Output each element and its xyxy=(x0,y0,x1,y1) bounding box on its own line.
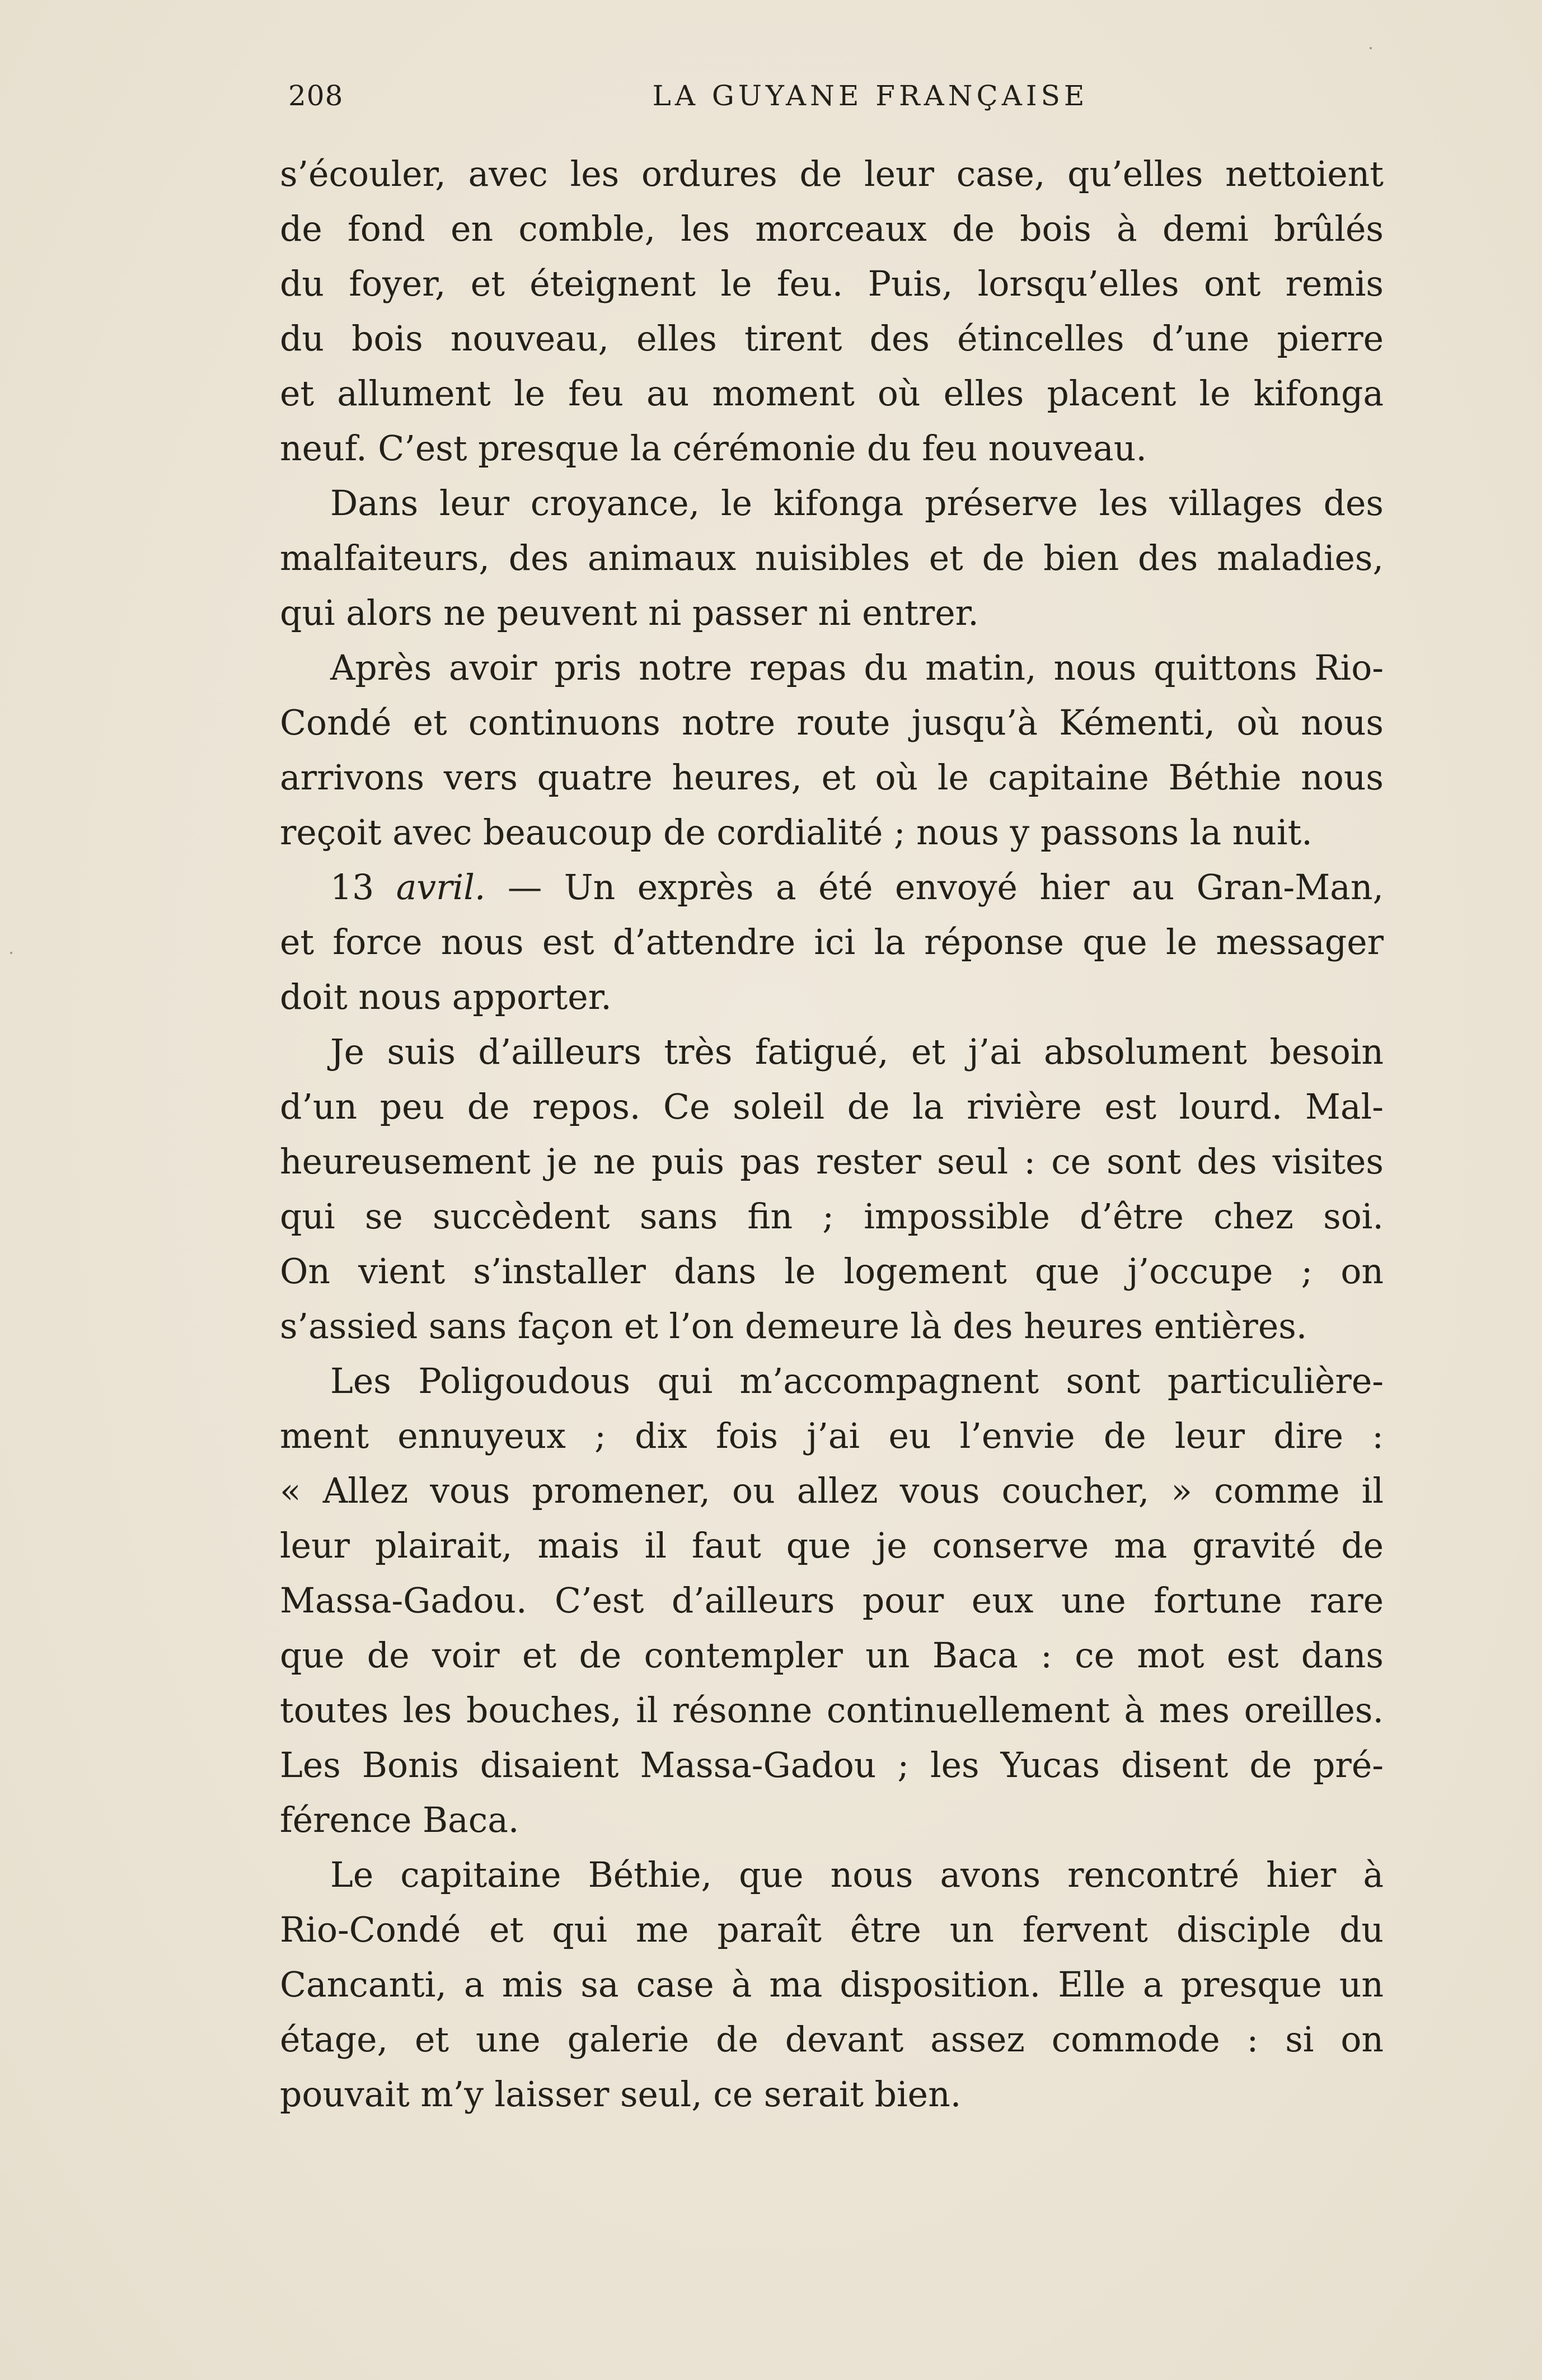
text-line: qui se succèdent sans fin ; impossible d’être chez soi. xyxy=(280,1196,1384,1237)
text-line: neuf. C’est presque la cérémonie du feu nouveau. xyxy=(280,428,1147,469)
text-line: Après avoir pris notre repas du matin, nous quittons Rio- xyxy=(330,648,1384,688)
running-title: LA GUYANE FRANÇAISE xyxy=(652,80,1089,112)
text-line xyxy=(280,860,1384,915)
text-line: qui alors ne peuvent ni passer ni entrer. xyxy=(280,593,979,633)
text-line: « Allez vous promener, ou allez vous coucher, » comme il xyxy=(280,1471,1384,1511)
text-line: que de voir et de contempler un Baca : ce mot est dans xyxy=(280,1635,1384,1676)
text-line: doit nous apporter. xyxy=(280,977,612,1017)
paragraph xyxy=(280,476,1384,640)
text-line: Cancanti, a mis sa case à ma disposition. Elle a presque un xyxy=(280,1965,1384,2005)
text-line: de fond en comble, les morceaux de bois à demi brûlés xyxy=(280,209,1384,249)
text-line: ment ennuyeux ; dix fois j’ai eu l’envie de leur dire : xyxy=(280,1416,1384,1456)
paragraph xyxy=(280,147,1384,476)
text-line: Je suis d’ailleurs très fatigué, et j’ai absolument besoin xyxy=(330,1032,1384,1072)
paragraph xyxy=(280,860,1384,1025)
text-line-rest: — Un exprès a été envoyé hier au Gran-Man, xyxy=(485,867,1384,908)
text-line: reçoit avec beaucoup de cordialité ; nous y passons la nuit. xyxy=(280,812,1313,853)
text-line: et allument le feu au moment où elles placent le kifonga xyxy=(280,373,1384,414)
text-line: heureusement je ne puis pas rester seul : ce sont des visites xyxy=(280,1142,1384,1182)
text-line: Rio-Condé et qui me paraît être un fervent disciple du xyxy=(280,1910,1384,1950)
paragraph xyxy=(280,1848,1384,2122)
date-month: avril. xyxy=(396,867,486,908)
text-line: s’écouler, avec les ordures de leur case, qu’elles nettoient xyxy=(280,154,1384,194)
paragraph xyxy=(280,1025,1384,1354)
text-line: Condé et continuons notre route jusqu’à Kémenti, où nous xyxy=(280,703,1384,743)
paper-speck xyxy=(1370,47,1372,49)
text-line: Massa-Gadou. C’est d’ailleurs pour eux une fortune rare xyxy=(280,1581,1384,1621)
text-line: s’assied sans façon et l’on demeure là des heures entières. xyxy=(280,1306,1307,1346)
text-line: On vient s’installer dans le logement que j’occupe ; on xyxy=(280,1251,1384,1292)
body-text xyxy=(280,147,1384,2122)
text-line: férence Baca. xyxy=(280,1800,519,1840)
paragraph xyxy=(280,640,1384,860)
date-number: 13 xyxy=(330,867,396,908)
text-line: du bois nouveau, elles tirent des étincelles d’une pierre xyxy=(280,319,1384,359)
text-line: arrivons vers quatre heures, et où le capitaine Béthie nous xyxy=(280,758,1384,798)
text-line: Dans leur croyance, le kifonga préserve les villages des xyxy=(330,483,1384,523)
text-line: Les Poligoudous qui m’accompagnent sont particulière- xyxy=(330,1361,1384,1401)
text-line: malfaiteurs, des animaux nuisibles et de bien des maladies, xyxy=(280,538,1384,578)
text-line: pouvait m’y laisser seul, ce serait bien. xyxy=(280,2074,962,2115)
text-line: du foyer, et éteignent le feu. Puis, lorsqu’elles ont remis xyxy=(280,264,1384,304)
page-header xyxy=(288,80,1380,124)
text-line: toutes les bouches, il résonne continuellement à mes oreilles. xyxy=(280,1690,1384,1731)
text-line: leur plairait, mais il faut que je conserve ma gravité de xyxy=(280,1526,1384,1566)
text-line: Les Bonis disaient Massa-Gadou ; les Yucas disent de pré- xyxy=(280,1745,1384,1785)
text-line: Le capitaine Béthie, que nous avons rencontré hier à xyxy=(330,1855,1384,1895)
page-number: 208 xyxy=(288,80,344,112)
paper-speck xyxy=(10,952,12,954)
paragraph xyxy=(280,1354,1384,1848)
text-line: et force nous est d’attendre ici la réponse que le messager xyxy=(280,922,1384,962)
text-line: étage, et une galerie de devant assez commode : si on xyxy=(280,2019,1384,2060)
text-line: d’un peu de repos. Ce soleil de la rivière est lourd. Mal- xyxy=(280,1087,1384,1127)
